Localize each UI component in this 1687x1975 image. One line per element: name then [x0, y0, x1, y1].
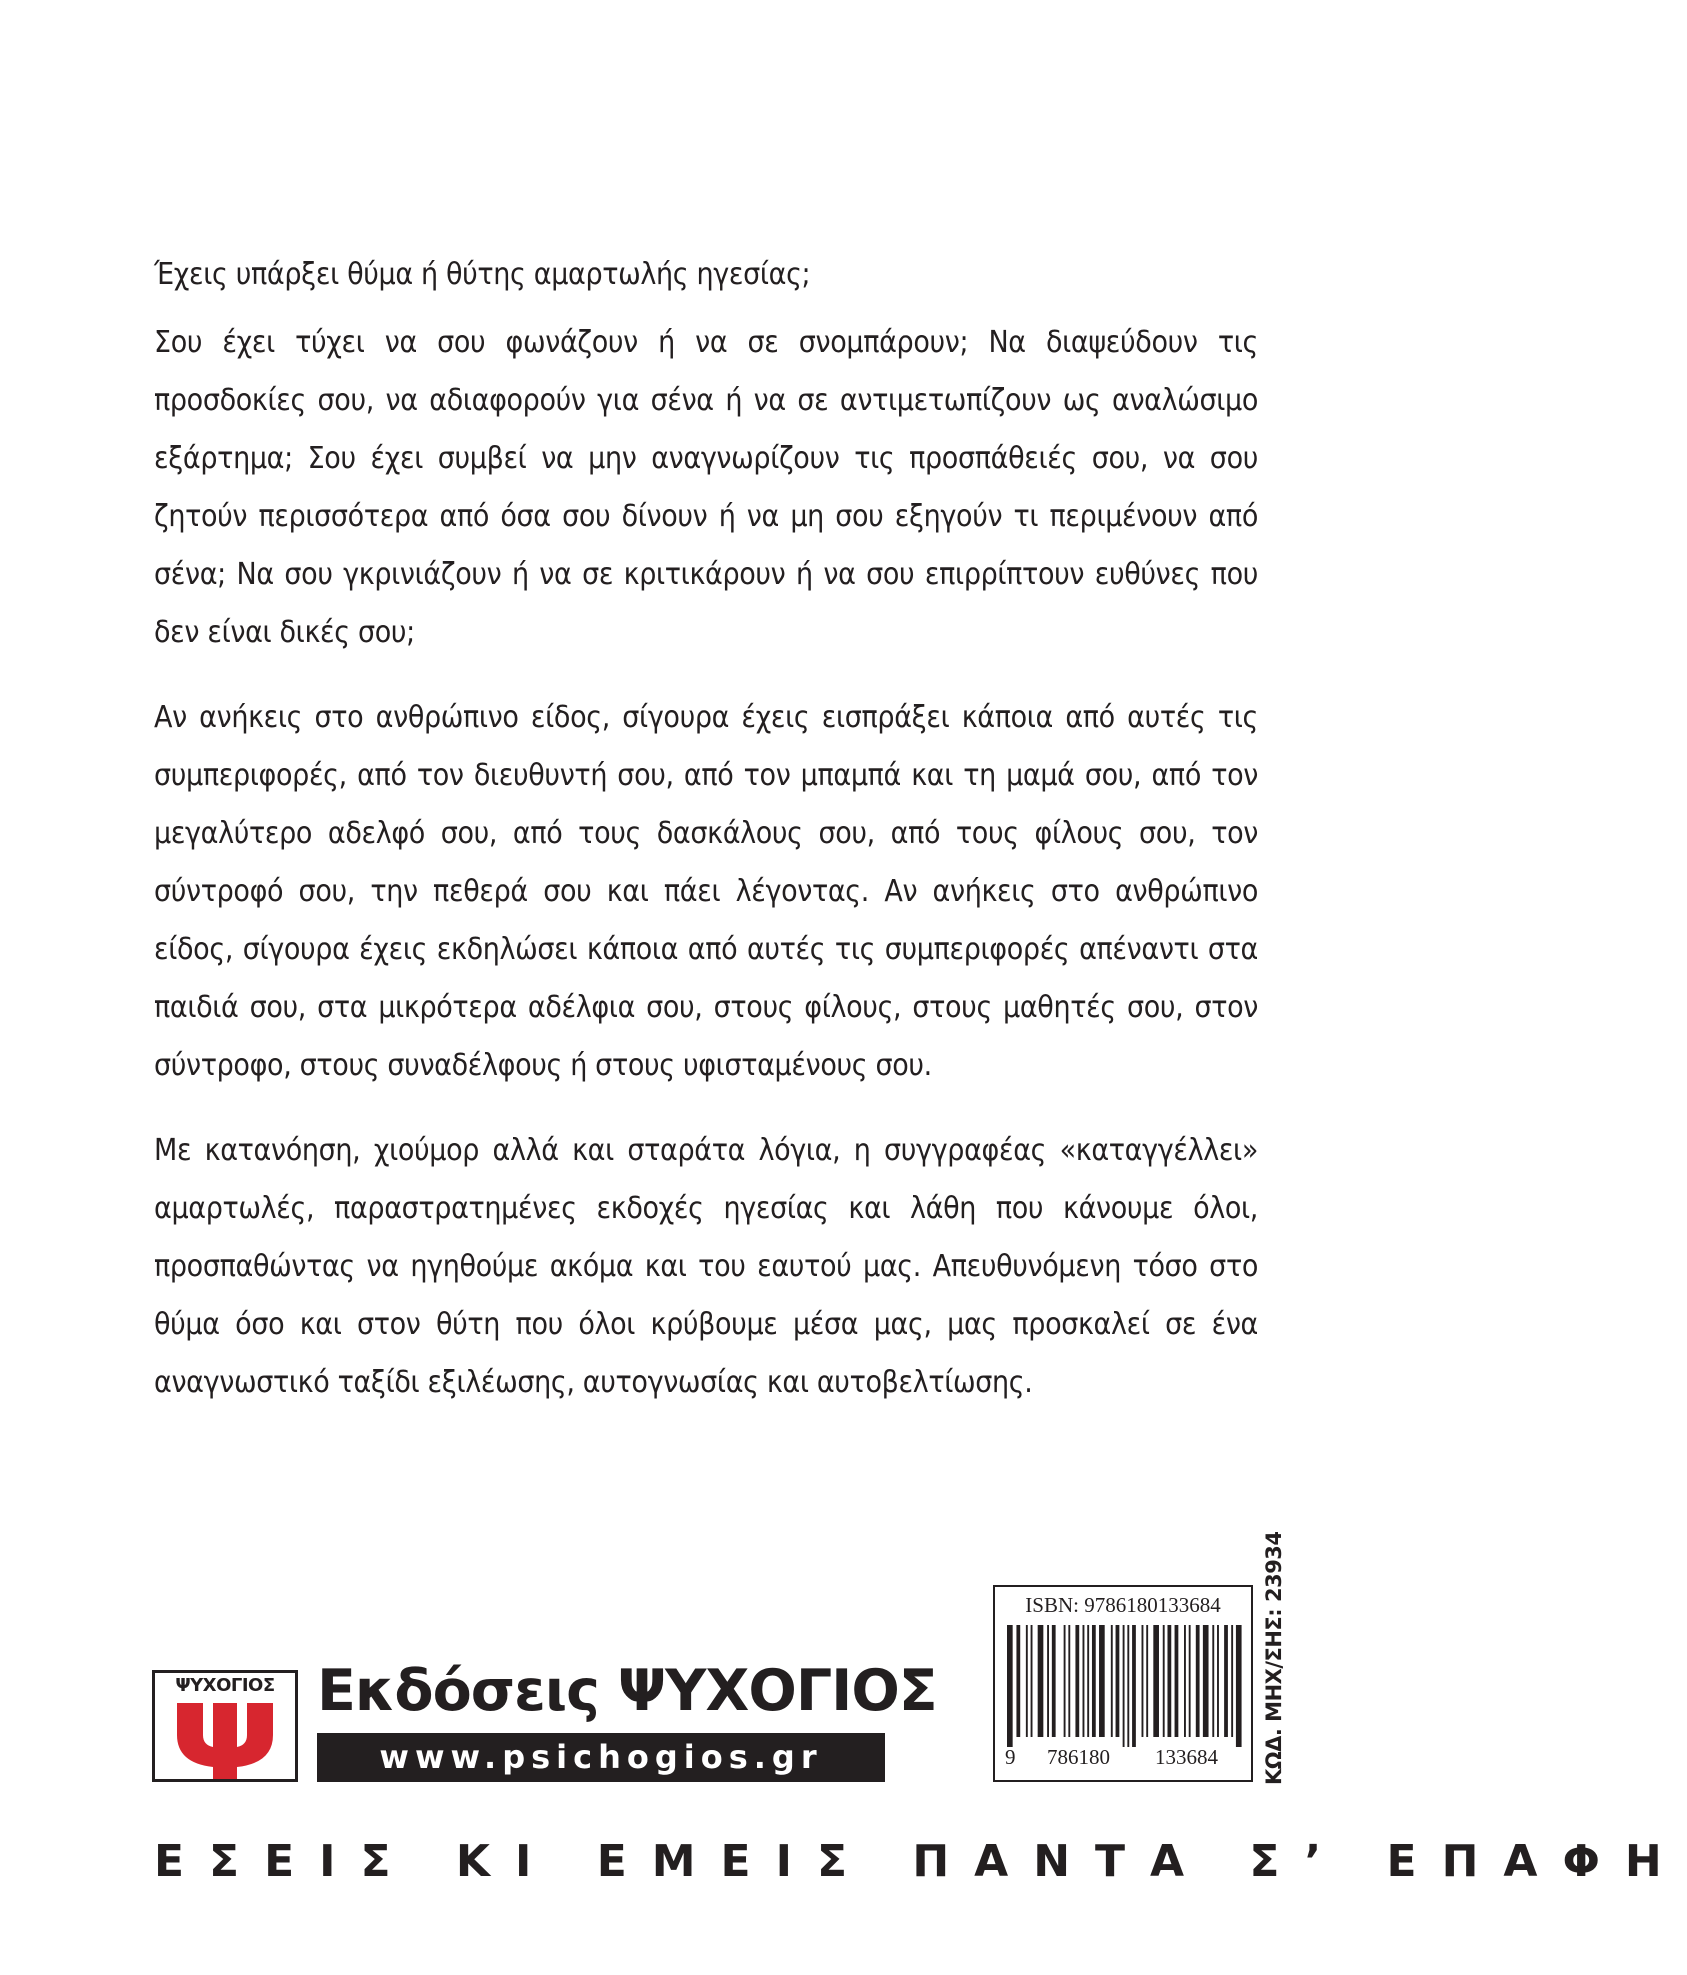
barcode-bar	[1052, 1625, 1056, 1737]
barcode-bar	[1047, 1625, 1049, 1737]
barcode-bar	[1016, 1625, 1020, 1737]
barcode-digits-left: 786180	[1047, 1745, 1110, 1769]
barcode-bar	[1184, 1625, 1186, 1737]
barcode-bar	[1175, 1625, 1179, 1737]
barcode-bar	[1038, 1625, 1044, 1737]
blurb-paragraph: Σου έχει τύχει να σου φωνάζουν ή να σε σνομπάρουν; Να διαψεύδουν τις προσδοκίες σου, να αδιαφορούν για σένα ή να σε αντιμετωπίζουν ως αναλώσιμο εξάρτημα; Σου έχει συμβεί να μην αναγνωρίζουν τις προσπάθειές σου, να σου ζητούν περισσότερα από όσα σου δίνουν ή να μη σου εξηγούν τι περιμένουν από σένα; Να σου γκρινιάζουν ή να σε κριτικάρουν ή να σου επιρρίπτουν ευθύνες που δεν είναι δικές σου;	[154, 325, 1258, 650]
barcode-bar	[1189, 1625, 1191, 1737]
publisher-slogan: ΕΣΕΙΣ ΚΙ ΕΜΕΙΣ ΠΑΝΤΑ Σ’ ΕΠΑΦΗ	[154, 1836, 1687, 1887]
barcode-bar	[1224, 1625, 1228, 1737]
barcode-bar	[1231, 1625, 1233, 1737]
psi-shape	[177, 1703, 273, 1779]
publisher-logo	[152, 1670, 298, 1782]
barcode-digits	[995, 1745, 1251, 1775]
barcode-bar	[1031, 1625, 1033, 1737]
barcode-bar	[1087, 1625, 1089, 1737]
isbn-label: ISBN: 9786180133684	[1025, 1593, 1221, 1617]
barcode-bar	[1212, 1625, 1214, 1737]
barcode-bar	[1217, 1625, 1219, 1737]
barcode-bar	[1111, 1625, 1113, 1737]
barcode-bar	[1075, 1625, 1079, 1737]
barcode-bar	[1236, 1625, 1242, 1747]
back-cover-text	[154, 246, 1258, 1439]
barcode-bar	[1116, 1625, 1120, 1737]
barcode-digit-lead: 9	[1005, 1745, 1016, 1769]
barcode-bar	[1068, 1625, 1070, 1737]
barcode-bar	[1132, 1625, 1136, 1747]
barcode-box	[993, 1585, 1253, 1782]
blurb-paragraph: Αν ανήκεις στο ανθρώπινο είδος, σίγουρα έχεις εισπράξει κάποια από αυτές τις συμπεριφορές, από τον διευθυντή σου, από τον μπαμπά και τη μαμά σου, από τον μεγαλύτερο αδελφό σου, από τους δασκάλους σου, από τους φίλους σου, τον σύντροφό σου, την πεθερά σου και πάει λέγοντας. Αν ανήκεις στο ανθρώπινο είδος, σίγουρα έχεις εκδηλώσει κάποια από αυτές τις συμπεριφορές απέναντι στα παιδιά σου, στα μικρότερα αδέλφια σου, στους φίλους, στους μαθητές σου, στον σύντροφο, στους συναδέλφους ή στους υφισταμένους σου.	[154, 700, 1258, 1083]
barcode-bar	[1203, 1625, 1209, 1737]
barcode-bar	[1196, 1625, 1200, 1737]
barcode-bar	[1099, 1625, 1105, 1737]
product-code: ΚΩΔ. ΜΗΧ/ΣΗΣ: 23934	[1262, 1531, 1286, 1785]
barcode-bars	[1007, 1625, 1243, 1747]
barcode-bar	[1123, 1625, 1125, 1747]
barcode-bar	[1167, 1625, 1171, 1737]
barcode-bar	[1083, 1625, 1085, 1737]
barcode-bar	[1007, 1625, 1013, 1747]
blurb-paragraph: Με κατανόηση, χιούμορ αλλά και σταράτα λόγια, η συγγραφέας «καταγγέλλει» αμαρτωλές, παραστρατημένες εκδοχές ηγεσίας και λάθη που κάνουμε όλοι, προσπαθώντας να ηγηθούμε ακόμα και του εαυτού μας. Απευθυνόμενη τόσο στο θύμα όσο και στον θύτη που όλοι κρύβουμε μέσα μας, μας προσκαλεί σε ένα αναγνωστικό ταξίδι εξιλέωσης, αυτογνωσίας και αυτοβελτίωσης.	[154, 1133, 1258, 1400]
publisher-name: Εκδόσεις ΨΥΧΟΓΙΟΣ	[317, 1658, 937, 1724]
publisher-logo-word: ΨΥΧΟΓΙΟΣ	[175, 1675, 275, 1696]
barcode-bar	[1142, 1625, 1144, 1737]
barcode-bar	[1153, 1625, 1159, 1737]
barcode-bar	[1064, 1625, 1066, 1737]
blurb-question: Έχεις υπάρξει θύμα ή θύτης αμαρτωλής ηγεσίας;	[154, 257, 811, 292]
barcode-bar	[1163, 1625, 1165, 1737]
barcode-bar	[1127, 1625, 1129, 1747]
barcode-digits-right: 133684	[1155, 1745, 1218, 1769]
publisher-url[interactable]: www.psichogios.gr	[317, 1733, 885, 1782]
barcode-bar	[1026, 1625, 1028, 1737]
barcode-bar	[1092, 1625, 1096, 1737]
barcode-bar	[1146, 1625, 1148, 1737]
